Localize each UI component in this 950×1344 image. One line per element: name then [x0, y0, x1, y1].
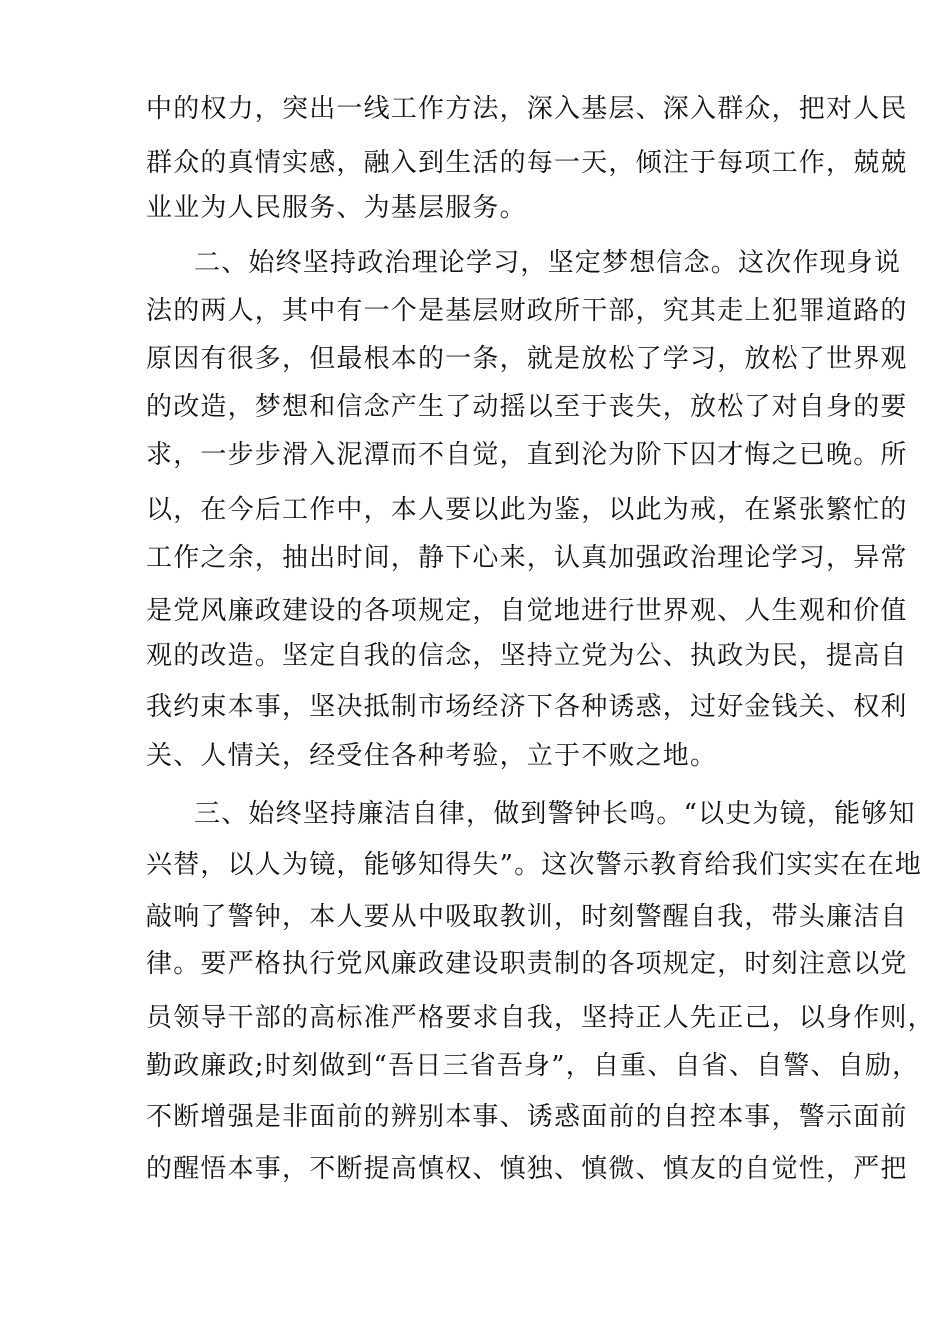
paragraph-3-first-line: 三、始终坚持廉洁自律，做到警钟长鸣。“以史为镜，能够知 [194, 799, 916, 829]
text-line: 律。要严格执行党风廉政建设职责制的各项规定，时刻注意以党 [146, 949, 908, 979]
text-line: 员领导干部的高标准严格要求自我，坚持正人先正己，以身作则， [146, 1003, 935, 1033]
text-line: 原因有很多，但最根本的一条，就是放松了学习，放松了世界观 [146, 344, 908, 374]
text-line: 中的权力，突出一线工作方法，深入基层、深入群众，把对人民 [146, 94, 908, 124]
text-line: 兴替，以人为镜，能够知得失”。这次警示教育给我们实实在在地 [146, 850, 923, 880]
text-line: 求，一步步滑入泥潭而不自觉，直到沦为阶下囚才悔之已晚。所 [146, 440, 908, 470]
text-line: 关、人情关，经受住各种考验，立于不败之地。 [146, 741, 718, 771]
text-line: 敲响了警钟，本人要从中吸取教训，时刻警醒自我，带头廉洁自 [146, 902, 908, 932]
text-line: 工作之余，抽出时间，静下心来，认真加强政治理论学习，异常 [146, 543, 908, 573]
text-line: 的醒悟本事，不断提高慎权、慎独、慎微、慎友的自觉性，严把 [146, 1154, 908, 1184]
paragraph-2-first-line: 二、始终坚持政治理论学习，坚定梦想信念。这次作现身说 [194, 248, 902, 278]
text-line: 法的两人，其中有一个是基层财政所干部，究其走上犯罪道路的 [146, 296, 908, 326]
text-line: 勤政廉政;时刻做到“吾日三省吾身”，自重、自省、自警、自励， [146, 1051, 920, 1081]
text-line: 的改造，梦想和信念产生了动摇以至于丧失，放松了对自身的要 [146, 392, 908, 422]
text-line: 是党风廉政建设的各项规定，自觉地进行世界观、人生观和价值 [146, 596, 908, 626]
text-line: 业业为人民服务、为基层服务。 [146, 193, 527, 223]
text-line: 观的改造。坚定自我的信念，坚持立党为公、执政为民，提高自 [146, 641, 908, 671]
text-line: 我约束本事，坚决抵制市场经济下各种诱惑，过好金钱关、权利 [146, 692, 908, 722]
text-line: 群众的真情实感，融入到生活的每一天，倾注于每项工作，兢兢 [146, 148, 908, 178]
text-line: 以，在今后工作中，本人要以此为鉴，以此为戒，在紧张繁忙的 [146, 495, 908, 525]
text-line: 不断增强是非面前的辨别本事、诱惑面前的自控本事，警示面前 [146, 1102, 908, 1132]
